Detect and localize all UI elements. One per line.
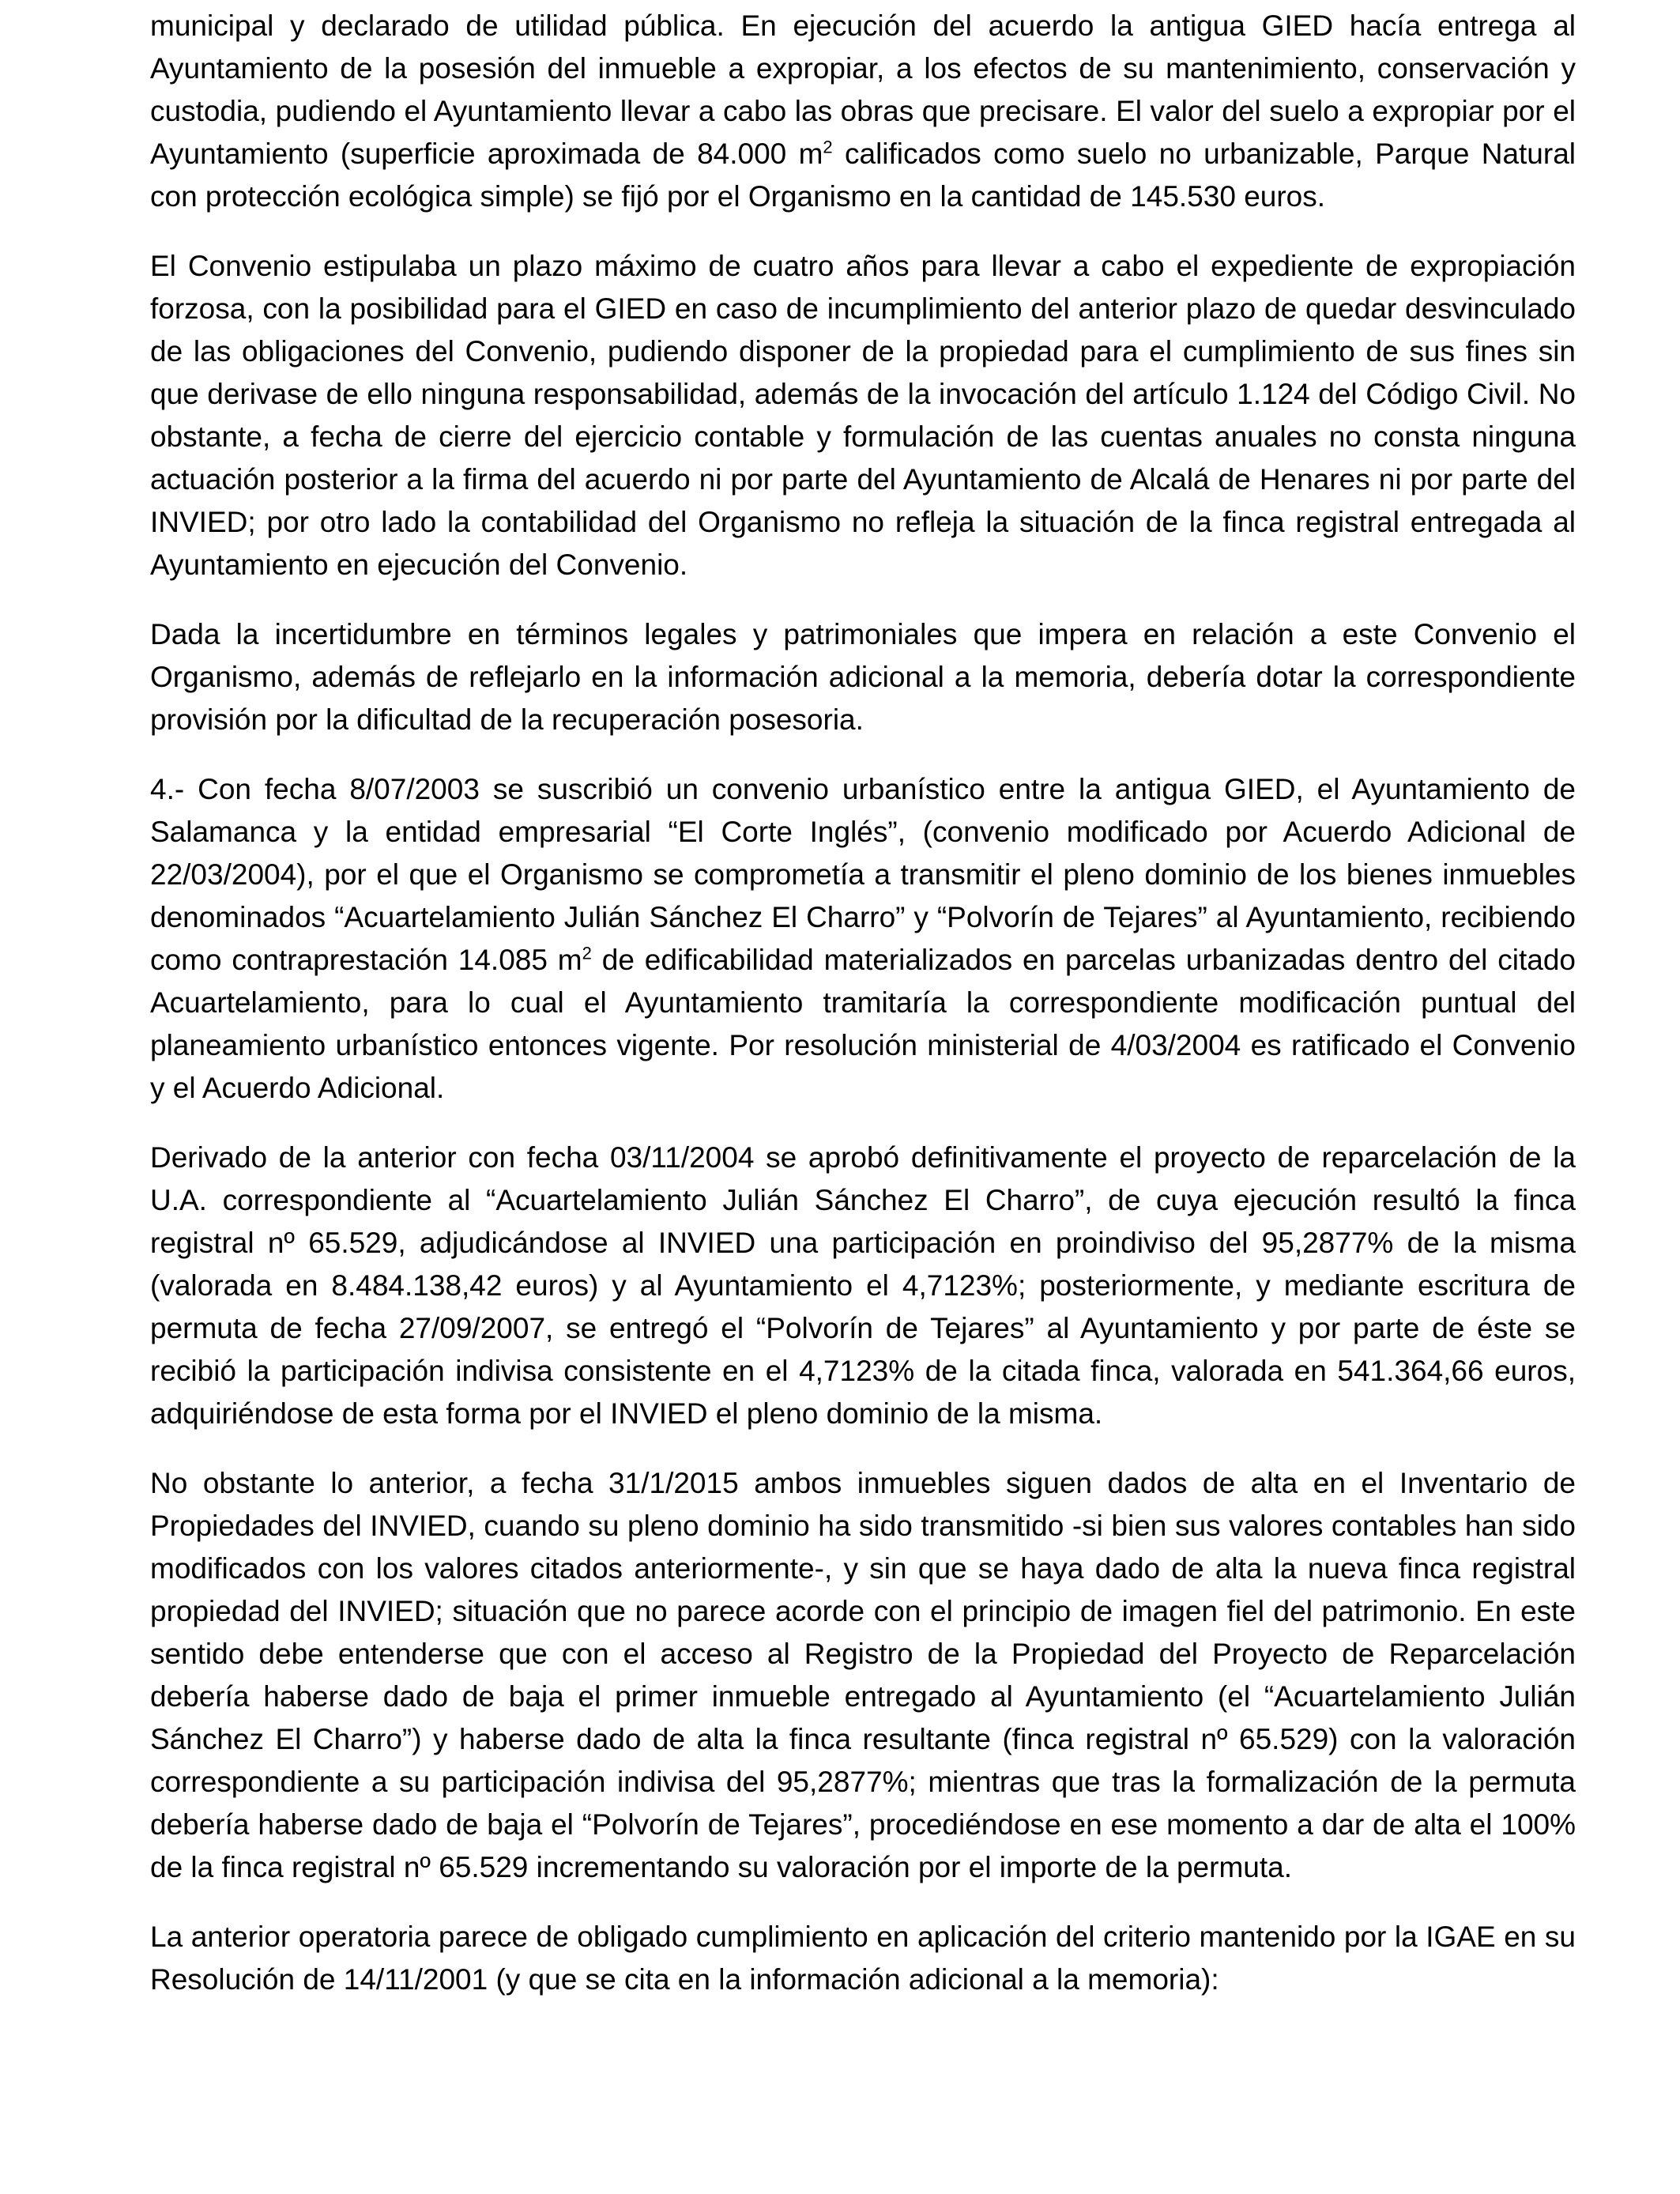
superscript-square-meters: 2 bbox=[582, 943, 592, 963]
paragraph-plazo-convenio: El Convenio estipulaba un plazo máximo de cuatro años para llevar a cabo el expediente de expropiación forzosa, con la posibilidad para el GIED en caso de incumplimiento del anterior plazo de quedar desvinculado de las obligaciones del Convenio, pudiendo disponer de la propiedad para el cumplimiento de sus fines sin que derivase de ello ninguna responsabilidad, además de la invocación del artículo 1.124 del Código Civil. No obstante, a fecha de cierre del ejercicio contable y formulación de las cuentas anuales no consta ninguna actuación posterior a la firma del acuerdo ni por parte del Ayuntamiento de Alcalá de Henares ni por parte del INVIED; por otro lado la contabilidad del Organismo no refleja la situación de la finca registral entregada al Ayuntamiento en ejecución del Convenio. bbox=[150, 250, 1576, 581]
superscript-square-meters: 2 bbox=[823, 137, 833, 157]
paragraph-inventario-propiedades: No obstante lo anterior, a fecha 31/1/2015 ambos inmuebles siguen dados de alta en el Inventario de Propiedades del INVIED, cuando su pleno dominio ha sido transmitido -si bien sus valores contables han sido modificados con los valores citados anteriormente-, y sin que se haya dado de alta la nueva finca registral propiedad del INVIED; situación que no parece acorde con el principio de imagen fiel del patrimonio. En este sentido debe entenderse que con el acceso al Registro de la Propiedad del Proyecto de Reparcelación debería haberse dado de baja el primer inmueble entregado al Ayuntamiento (el “Acuartelamiento Julián Sánchez El Charro”) y haberse dado de alta la finca resultante (finca registral nº 65.529) con la valoración correspondiente a su participación indivisa del 95,2877%; mientras que tras la formalización de la permuta debería haberse dado de baja el “Polvorín de Tejares”, procediéndose en ese momento a dar de alta el 100% de la finca registral nº 65.529 incrementando su valoración por el importe de la permuta. bbox=[150, 1467, 1576, 1883]
paragraph-expropiacion-terrenos bbox=[150, 5, 1576, 218]
text-run: calificados como suelo no urbanizable, Parque Natural con protección ecológica simple) se fijó por el Organismo en la cantidad de 145.530 euros. bbox=[150, 138, 1576, 213]
paragraph-convenio-salamanca bbox=[150, 768, 1576, 1110]
paragraph-incertidumbre-provision: Dada la incertidumbre en términos legales y patrimoniales que impera en relación a este Convenio el Organismo, además de reflejarlo en la información adicional a la memoria, debería dotar la correspondiente provisión por la dificultad de la recuperación posesoria. bbox=[150, 618, 1576, 736]
paragraph-operatoria-igae: La anterior operatoria parece de obligado cumplimiento en aplicación del criterio mantenido por la IGAE en su Resolución de 14/11/2001 (y que se cita en la información adicional a la memoria): bbox=[150, 1921, 1576, 1996]
text-run: 4.- Con fecha 8/07/2003 se suscribió un convenio urbanístico entre la antigua GIED, el Ayuntamiento de Salamanca y la entidad empresarial “El Corte Inglés”, (convenio modificado por Acuerdo Adicional de 22/03/2004), por el que el Organismo se comprometía a transmitir el pleno dominio de los bienes inmuebles denominados “Acuartelamiento Julián Sánchez El Charro” y “Polvorín de Tejares” al Ayuntamiento, recibiendo como contraprestación 14.085 m bbox=[150, 773, 1576, 976]
paragraph-reparcelacion: Derivado de la anterior con fecha 03/11/2004 se aprobó definitivamente el proyecto de reparcelación de la U.A. correspondiente al “Acuartelamiento Julián Sánchez El Charro”, de cuya ejecución resultó la finca registral nº 65.529, adjudicándose al INVIED una participación en proindiviso del 95,2877% de la misma (valorada en 8.484.138,42 euros) y al Ayuntamiento el 4,7123%; posteriormente, y mediante escritura de permuta de fecha 27/09/2007, se entregó el “Polvorín de Tejares” al Ayuntamiento y por parte de éste se recibió la participación indivisa consistente en el 4,7123% de la citada finca, valorada en 541.364,66 euros, adquiriéndose de esta forma por el INVIED el pleno dominio de la misma. bbox=[150, 1141, 1576, 1430]
document-page bbox=[150, 5, 1576, 2028]
text-run: de edificabilidad materializados en parcelas urbanizadas dentro del citado Acuartelamiento, para lo cual el Ayuntamiento tramitaría la correspondiente modificación puntual del planeamiento urbanístico entonces vigente. Por resolución ministerial de 4/03/2004 es ratificado el Convenio y el Acuerdo Adicional. bbox=[150, 944, 1576, 1104]
text-run: municipal y declarado de utilidad pública. En ejecución del acuerdo la antigua GIED hacía entrega al Ayuntamiento de la posesión del inmueble a expropiar, a los efectos de su mantenimiento, conservación y custodia, pudiendo el Ayuntamiento llevar a cabo las obras que precisare. El valor del suelo a expropiar por el Ayuntamiento (superficie aproximada de 84.000 m bbox=[150, 9, 1576, 170]
